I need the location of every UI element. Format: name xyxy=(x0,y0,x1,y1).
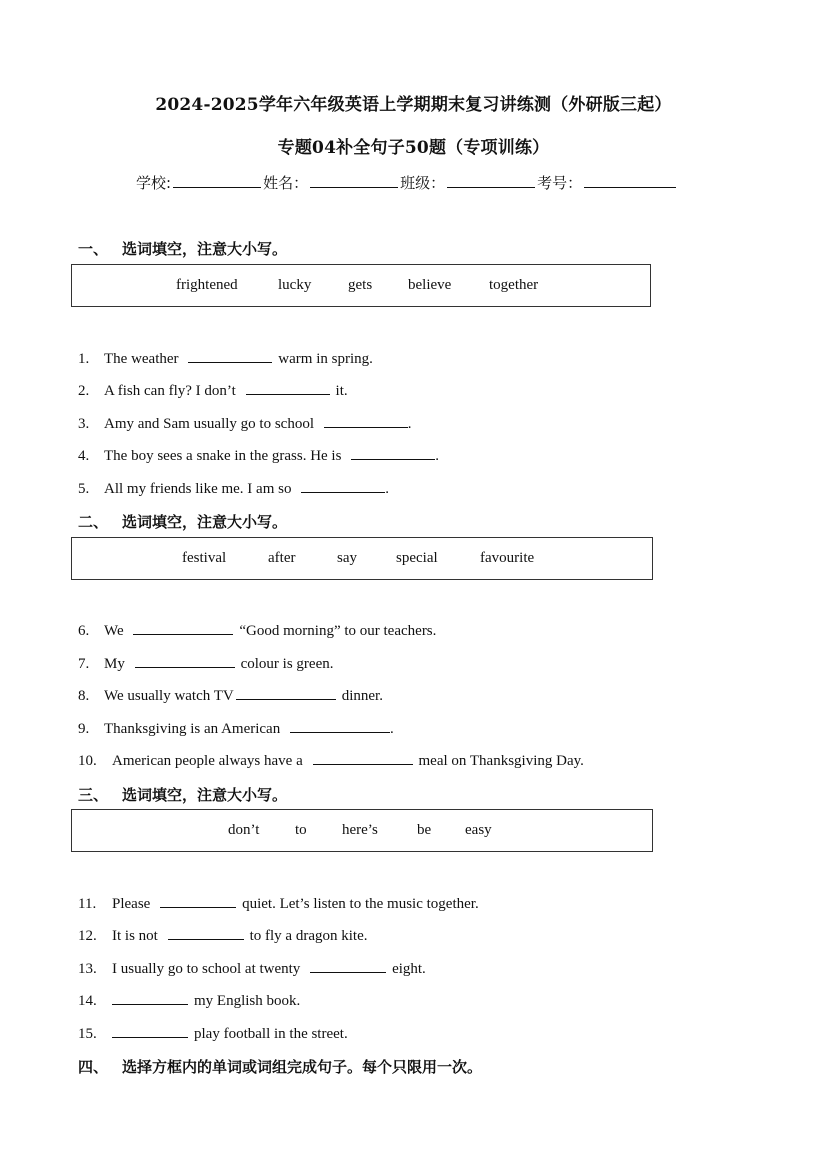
question-number: 6. xyxy=(78,623,90,639)
question-item xyxy=(78,1024,348,1043)
answer-blank[interactable] xyxy=(112,991,188,1005)
question-number: 8. xyxy=(78,688,90,704)
question-text: “Good morning” to our teachers. xyxy=(239,623,437,639)
word-bank-item: lucky xyxy=(278,277,312,293)
question-item xyxy=(78,991,300,1010)
question-item xyxy=(78,479,389,498)
question-item xyxy=(78,686,383,705)
class-label: 班级： xyxy=(400,174,446,192)
word-bank-box xyxy=(71,264,651,307)
question-text: The boy sees a snake in the grass. He is xyxy=(104,448,342,464)
answer-blank[interactable] xyxy=(160,894,236,908)
question-text: . xyxy=(389,721,394,737)
question-item xyxy=(78,446,439,465)
word-bank-item: here’s xyxy=(342,822,378,838)
word-bank-item: together xyxy=(489,277,539,293)
question-item xyxy=(78,926,367,945)
question-number: 7. xyxy=(78,656,90,672)
section-heading xyxy=(78,784,287,805)
question-text: My xyxy=(104,656,125,672)
answer-blank[interactable] xyxy=(301,479,385,493)
question-text: meal on Thanksgiving Day. xyxy=(418,753,584,769)
question-text: eight. xyxy=(392,961,426,977)
question-item xyxy=(78,654,333,673)
word-bank-item: say xyxy=(337,550,357,566)
question-text: quiet. Let’s listen to the music together. xyxy=(242,896,479,912)
question-number: 11. xyxy=(78,896,97,912)
page-subtitle: 专题04补全句子50题（专项训练） xyxy=(277,138,550,158)
question-text: . xyxy=(385,481,389,497)
question-text: All my friends like me. I am so xyxy=(104,481,292,497)
word-bank-item: favourite xyxy=(480,550,535,566)
section-heading xyxy=(78,238,287,259)
question-text: dinner. xyxy=(341,688,383,704)
question-text: A fish can fly? I don’t xyxy=(104,383,236,399)
question-item xyxy=(78,381,348,400)
answer-blank[interactable] xyxy=(324,414,408,428)
word-bank-item: special xyxy=(396,550,438,566)
word-bank-item: to xyxy=(295,822,307,838)
question-number: 5. xyxy=(78,481,90,497)
section-instruction: 选词填空，注意大小写。 xyxy=(122,513,288,531)
question-text: play football in the street. xyxy=(194,1026,348,1042)
question-number: 14. xyxy=(78,993,97,1009)
question-text: warm in spring. xyxy=(278,351,373,367)
question-text: to fly a dragon kite. xyxy=(249,928,368,944)
school-label: 学校: xyxy=(136,174,172,192)
question-text: . xyxy=(407,416,412,432)
section-instruction: 选择方框内的单词或词组完成句子。每个只限用一次。 xyxy=(122,1058,483,1076)
class-field[interactable] xyxy=(447,173,535,188)
answer-blank[interactable] xyxy=(112,1024,188,1038)
answer-blank[interactable] xyxy=(135,654,235,668)
question-number: 12. xyxy=(78,928,97,944)
answer-blank[interactable] xyxy=(290,719,390,733)
question-item xyxy=(78,959,426,978)
section-heading xyxy=(78,1056,482,1077)
question-number: 1. xyxy=(78,351,90,367)
question-item xyxy=(78,751,584,770)
question-text: colour is green. xyxy=(240,656,334,672)
exam-no-field[interactable] xyxy=(584,173,676,188)
section-number: 二、 xyxy=(78,513,109,531)
question-number: 13. xyxy=(78,961,97,977)
word-bank-item: festival xyxy=(182,550,227,566)
question-number: 10. xyxy=(78,753,97,769)
question-text: Please xyxy=(112,896,151,912)
name-label: 姓名： xyxy=(263,174,309,192)
word-bank-box xyxy=(71,809,653,852)
question-item xyxy=(78,414,412,433)
question-number: 9. xyxy=(78,721,90,737)
word-bank-item: don’t xyxy=(228,822,260,838)
question-number: 3. xyxy=(78,416,90,432)
answer-blank[interactable] xyxy=(313,751,413,765)
question-item xyxy=(78,719,394,738)
word-bank-item: after xyxy=(268,550,296,566)
page-title: 2024-2025学年六年级英语上学期期末复习讲练测（外研版三起） xyxy=(155,95,672,115)
question-number: 2. xyxy=(78,383,90,399)
question-number: 4. xyxy=(78,448,90,464)
name-field[interactable] xyxy=(310,173,398,188)
section-number: 三、 xyxy=(78,786,109,804)
word-bank-item: be xyxy=(417,822,432,838)
question-text: It is not xyxy=(112,928,158,944)
school-field[interactable] xyxy=(173,173,261,188)
section-heading xyxy=(78,511,287,532)
word-bank-item: believe xyxy=(408,277,452,293)
answer-blank[interactable] xyxy=(168,926,244,940)
question-number: 15. xyxy=(78,1026,97,1042)
section-number: 一、 xyxy=(78,240,109,258)
word-bank-box xyxy=(71,537,653,580)
question-item xyxy=(78,894,479,913)
section-instruction: 选词填空，注意大小写。 xyxy=(122,786,288,804)
answer-blank[interactable] xyxy=(246,381,330,395)
question-item xyxy=(78,349,373,368)
answer-blank[interactable] xyxy=(310,959,386,973)
question-text: I usually go to school at twenty xyxy=(112,961,301,977)
word-bank-item: easy xyxy=(465,822,492,838)
question-text: it. xyxy=(335,383,348,399)
question-text: We xyxy=(104,623,124,639)
question-text: . xyxy=(435,448,439,464)
answer-blank[interactable] xyxy=(188,349,272,363)
section-number: 四、 xyxy=(78,1058,109,1076)
question-text: We usually watch TV xyxy=(104,688,234,704)
word-bank-item: frightened xyxy=(176,277,238,293)
question-text: American people always have a xyxy=(112,753,303,769)
answer-blank[interactable] xyxy=(133,621,233,635)
exam-no-label: 考号： xyxy=(537,174,583,192)
word-bank-item: gets xyxy=(348,277,373,293)
question-text: Thanksgiving is an American xyxy=(104,721,281,737)
student-info-line xyxy=(136,172,678,193)
question-text: The weather xyxy=(104,351,179,367)
question-text: Amy and Sam usually go to school xyxy=(104,416,314,432)
answer-blank[interactable] xyxy=(351,446,435,460)
question-text: my English book. xyxy=(194,993,301,1009)
section-instruction: 选词填空，注意大小写。 xyxy=(122,240,288,258)
answer-blank[interactable] xyxy=(236,686,336,700)
question-item xyxy=(78,621,436,640)
